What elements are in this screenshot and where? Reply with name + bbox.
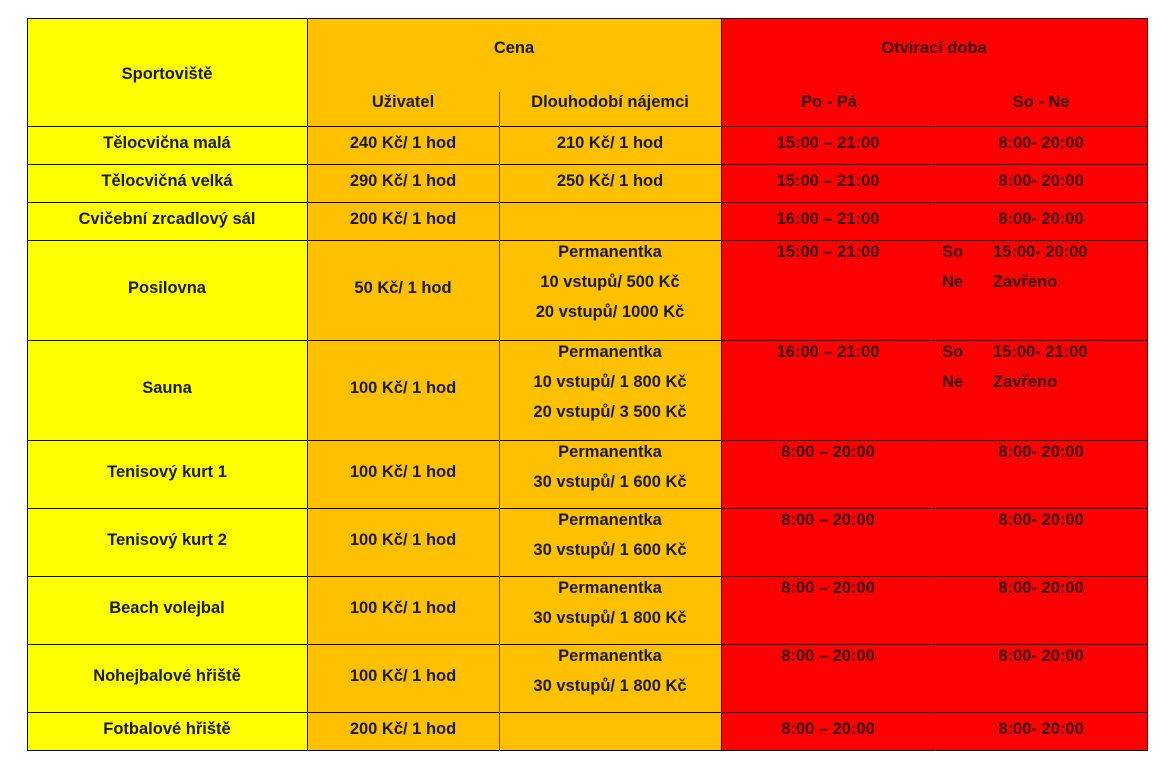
weekday-hours-cell — [721, 202, 935, 240]
weekend-day-hours: Zavřeno — [993, 273, 1058, 291]
longterm-price: 30 vstupů/ 1 600 Kč — [533, 473, 687, 491]
weekend-day-hours: 15:00- 21:00 — [993, 343, 1088, 361]
column-divider — [935, 70, 936, 751]
facility-cell — [27, 576, 307, 644]
weekend-hours-cell — [935, 240, 1147, 340]
row-divider — [27, 164, 721, 165]
weekend-hours: 8:00- 20:00 — [998, 134, 1084, 152]
user-price: 100 Kč/ 1 hod — [349, 667, 457, 685]
column-divider — [307, 18, 308, 751]
user-price: 240 Kč/ 1 hod — [349, 134, 457, 152]
weekday-hours: 8:00 – 20:00 — [781, 720, 875, 738]
facility-name: Fotbalové hřiště — [103, 720, 231, 738]
longterm-price-cell — [499, 126, 721, 164]
row-divider — [721, 440, 1147, 441]
column-divider — [721, 18, 722, 751]
header-facility: Sportoviště — [121, 65, 213, 83]
weekend-hours: 8:00- 20:00 — [998, 511, 1084, 529]
weekend-hours-cell — [935, 508, 1147, 576]
weekday-hours: 8:00 – 20:00 — [781, 579, 875, 597]
column-divider — [27, 18, 28, 751]
row-divider — [27, 508, 721, 509]
longterm-price: 10 vstupů/ 500 Kč — [540, 273, 680, 291]
weekend-hours-cell — [935, 164, 1147, 202]
column-divider — [1147, 18, 1148, 751]
row-divider — [721, 340, 1147, 341]
permanentka-label: Permanentka — [558, 243, 662, 261]
longterm-price: 30 vstupů/ 1 800 Kč — [533, 609, 687, 627]
user-price-cell — [307, 340, 499, 440]
user-price-cell — [307, 202, 499, 240]
facility-name: Nohejbalové hřiště — [93, 667, 241, 685]
row-divider — [27, 576, 721, 577]
weekday-hours: 15:00 – 21:00 — [776, 243, 880, 261]
user-price: 100 Kč/ 1 hod — [349, 463, 457, 481]
row-divider — [721, 164, 1147, 165]
header-hours: Otvírací doba — [881, 39, 987, 57]
longterm-price-cell — [499, 240, 721, 340]
header-longterm: Dlouhodobí nájemci — [531, 93, 689, 111]
weekday-hours: 8:00 – 20:00 — [781, 511, 875, 529]
row-divider — [27, 240, 721, 241]
header-user: Uživatel — [371, 93, 435, 111]
weekend-day-label: So — [942, 343, 964, 361]
longterm-price-cell — [499, 712, 721, 750]
user-price: 100 Kč/ 1 hod — [349, 379, 457, 397]
facility-cell — [27, 164, 307, 202]
weekday-hours-cell — [721, 712, 935, 750]
facility-cell — [27, 202, 307, 240]
facility-name: Tenisový kurt 1 — [107, 463, 227, 481]
facility-name: Cvičební zrcadlový sál — [78, 210, 256, 228]
row-divider — [27, 750, 1147, 751]
facility-name: Tenisový kurt 2 — [107, 531, 227, 549]
user-price: 290 Kč/ 1 hod — [349, 172, 457, 190]
weekend-hours-cell — [935, 576, 1147, 644]
weekday-hours-cell — [721, 164, 935, 202]
column-divider — [499, 92, 500, 751]
row-divider — [721, 644, 1147, 645]
permanentka-label: Permanentka — [558, 647, 662, 665]
weekend-hours-cell — [935, 644, 1147, 712]
weekend-hours-cell — [935, 126, 1147, 164]
permanentka-label: Permanentka — [558, 443, 662, 461]
weekend-hours: 8:00- 20:00 — [998, 579, 1084, 597]
facility-name: Tělocvična malá — [103, 134, 231, 152]
weekday-hours: 16:00 – 21:00 — [776, 210, 880, 228]
header-price: Cena — [493, 39, 535, 57]
longterm-price-cell — [499, 508, 721, 576]
header-hours-cell — [721, 18, 1147, 126]
weekend-hours: 8:00- 20:00 — [998, 172, 1084, 190]
weekday-hours-cell — [721, 644, 935, 712]
user-price-cell — [307, 126, 499, 164]
weekday-hours: 16:00 – 21:00 — [776, 343, 880, 361]
row-divider — [27, 712, 721, 713]
permanentka-label: Permanentka — [558, 511, 662, 529]
user-price-cell — [307, 508, 499, 576]
permanentka-label: Permanentka — [558, 343, 662, 361]
weekday-hours-cell — [721, 576, 935, 644]
facility-cell — [27, 440, 307, 508]
row-divider — [721, 576, 1147, 577]
longterm-price-cell — [499, 164, 721, 202]
header-weekend: So - Ne — [1012, 93, 1070, 111]
weekend-hours: 8:00- 20:00 — [998, 720, 1084, 738]
longterm-price: 30 vstupů/ 1 800 Kč — [533, 677, 687, 695]
user-price: 100 Kč/ 1 hod — [349, 599, 457, 617]
facility-name: Tělocvičná velká — [101, 172, 233, 190]
longterm-price: 20 vstupů/ 1000 Kč — [535, 303, 685, 321]
weekday-hours-cell — [721, 508, 935, 576]
row-divider — [721, 240, 1147, 241]
facility-cell — [27, 126, 307, 164]
row-divider — [27, 18, 1147, 19]
weekday-hours-cell — [721, 126, 935, 164]
permanentka-label: Permanentka — [558, 579, 662, 597]
weekday-hours: 15:00 – 21:00 — [776, 134, 880, 152]
facility-cell — [27, 240, 307, 340]
weekend-hours: 8:00- 20:00 — [998, 647, 1084, 665]
row-divider — [27, 440, 721, 441]
user-price-cell — [307, 240, 499, 340]
weekday-hours-cell — [721, 440, 935, 508]
weekend-day-label: Ne — [942, 373, 964, 391]
facility-cell — [27, 340, 307, 440]
weekday-hours-cell — [721, 240, 935, 340]
weekend-hours-cell — [935, 202, 1147, 240]
weekend-hours-cell — [935, 440, 1147, 508]
row-divider — [27, 126, 1147, 127]
header-price-cell — [307, 18, 721, 126]
longterm-price: 30 vstupů/ 1 600 Kč — [533, 541, 687, 559]
row-divider — [721, 202, 1147, 203]
facility-name: Sauna — [142, 379, 192, 397]
longterm-price-cell — [499, 340, 721, 440]
header-weekdays: Po - Pá — [801, 93, 857, 111]
weekday-hours: 8:00 – 20:00 — [781, 647, 875, 665]
longterm-price: 210 Kč/ 1 hod — [556, 134, 664, 152]
weekend-day-hours: 15:00- 20:00 — [993, 243, 1088, 261]
weekday-hours: 8:00 – 20:00 — [781, 443, 875, 461]
user-price-cell — [307, 576, 499, 644]
user-price-cell — [307, 644, 499, 712]
longterm-price-cell — [499, 576, 721, 644]
weekend-day-hours: Zavřeno — [993, 373, 1058, 391]
weekend-hours-cell — [935, 340, 1147, 440]
user-price: 200 Kč/ 1 hod — [349, 720, 457, 738]
longterm-price-cell — [499, 644, 721, 712]
facility-cell — [27, 508, 307, 576]
longterm-price: 10 vstupů/ 1 800 Kč — [533, 373, 687, 391]
row-divider — [721, 712, 1147, 713]
user-price: 100 Kč/ 1 hod — [349, 531, 457, 549]
weekend-hours: 8:00- 20:00 — [998, 443, 1084, 461]
facility-name: Posilovna — [128, 279, 206, 297]
longterm-price: 250 Kč/ 1 hod — [556, 172, 664, 190]
facility-name: Beach volejbal — [109, 599, 225, 617]
row-divider — [27, 202, 721, 203]
user-price: 200 Kč/ 1 hod — [349, 210, 457, 228]
user-price-cell — [307, 164, 499, 202]
user-price-cell — [307, 712, 499, 750]
row-divider — [27, 340, 721, 341]
weekday-hours: 15:00 – 21:00 — [776, 172, 880, 190]
row-divider — [27, 644, 721, 645]
user-price: 50 Kč/ 1 hod — [354, 279, 452, 297]
user-price-cell — [307, 440, 499, 508]
header-facility-cell — [27, 18, 307, 126]
longterm-price: 20 vstupů/ 3 500 Kč — [533, 403, 687, 421]
weekend-day-label: So — [942, 243, 964, 261]
weekend-hours: 8:00- 20:00 — [998, 210, 1084, 228]
weekend-hours-cell — [935, 712, 1147, 750]
weekend-day-label: Ne — [942, 273, 964, 291]
row-divider — [721, 508, 1147, 509]
weekday-hours-cell — [721, 340, 935, 440]
facility-cell — [27, 712, 307, 750]
longterm-price-cell — [499, 440, 721, 508]
longterm-price-cell — [499, 202, 721, 240]
facility-cell — [27, 644, 307, 712]
